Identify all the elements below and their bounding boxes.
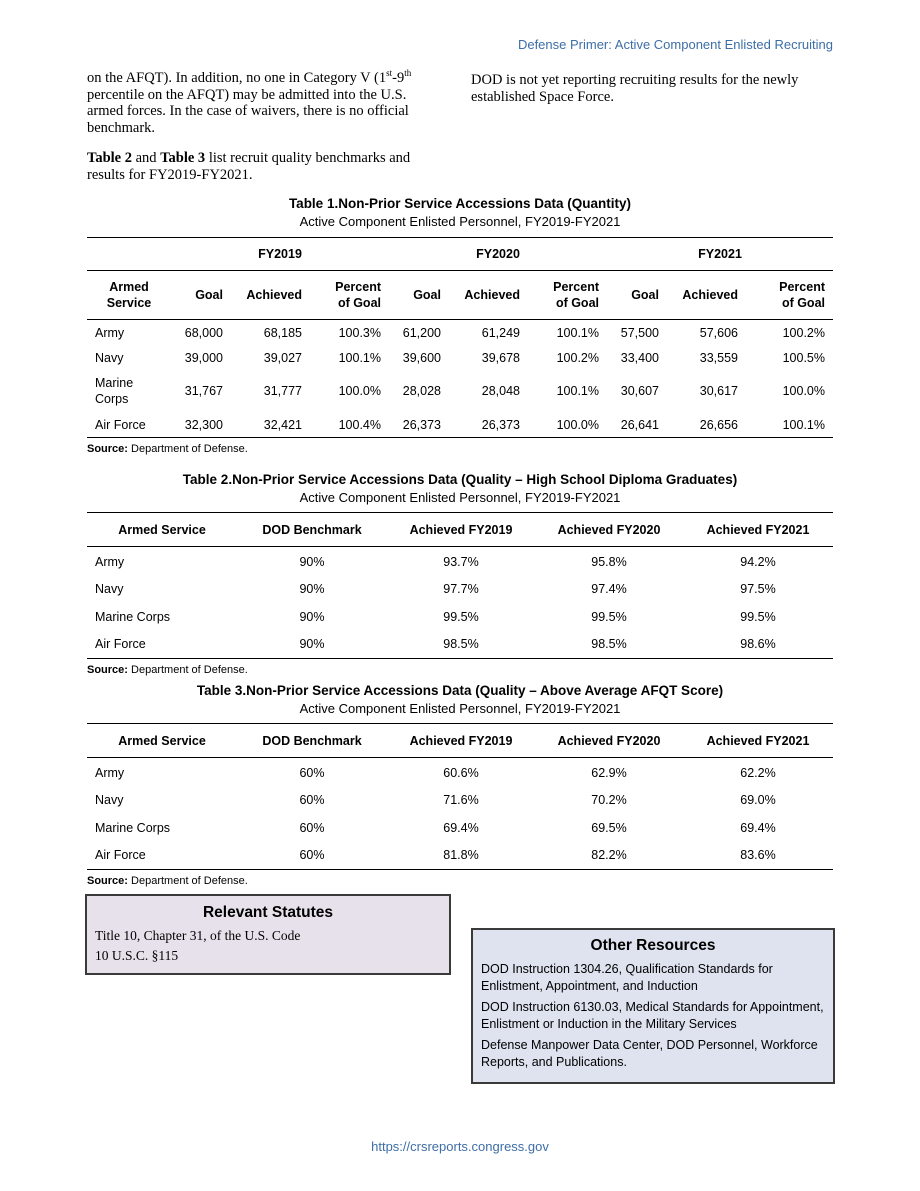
table-cell: 82.2% [535, 842, 683, 870]
table-cell: 100.1% [746, 412, 833, 438]
table-cell: 28,048 [481, 384, 520, 398]
header-line: Armed [109, 280, 149, 294]
table-cell: 90% [299, 609, 325, 624]
table-cell: 94.2% [740, 554, 776, 569]
table-cell: 97.7% [443, 582, 479, 597]
header-achieved: Achieved [231, 271, 310, 320]
table-cell: 98.5% [387, 631, 535, 659]
header-year: FY2021 [607, 238, 833, 271]
header-empty [87, 238, 171, 271]
table-cell: 60% [299, 793, 325, 808]
header-achieved-fy2020: Achieved FY2020 [535, 513, 683, 547]
cell-service: Army [95, 554, 125, 569]
header-line: Percent [335, 280, 381, 294]
header-line: of Goal [337, 296, 381, 310]
table-cell: 68,000 [184, 325, 223, 340]
table-cell: 69.4% [740, 820, 776, 835]
text-run: and [132, 150, 161, 166]
header-dod-benchmark: DOD Benchmark [237, 513, 387, 547]
table-cell: 98.5% [535, 631, 683, 659]
running-header: Defense Primer: Active Component Enlisted Recruiting [517, 37, 833, 52]
table-cell: 100.5% [782, 350, 825, 365]
table-cell: 32,421 [231, 412, 310, 438]
source-label: Source: [87, 443, 128, 455]
header-armed-service: Armed Service [87, 724, 237, 758]
table-cell: 68,185 [263, 325, 302, 340]
header-goal: Goal [171, 271, 231, 320]
table-cell: 98.6% [683, 631, 833, 659]
table-cell: 69.5% [591, 820, 627, 835]
table1-source [87, 443, 833, 455]
table-cell: 97.4% [591, 582, 627, 597]
cell-service: Marine Corps [95, 820, 171, 835]
paragraph-space-force: DOD is not yet reporting recruiting results for the newly established Space Force. [471, 72, 799, 105]
table2-diploma [87, 512, 833, 659]
table-cell: 100.4% [310, 412, 389, 438]
table-cell: 81.8% [387, 842, 535, 870]
table-cell: 28,028 [402, 384, 441, 398]
table-cell: 60.6% [443, 765, 479, 780]
table2-subtitle: Active Component Enlisted Personnel, FY2019-FY2021 [299, 490, 621, 505]
table-row [87, 547, 833, 576]
other-resources-box [471, 928, 835, 1084]
table2-link-text: Table 2 [87, 150, 132, 166]
text-run: list recruit quality benchmarks and results for FY2019-FY2021. [87, 150, 411, 183]
table3-source [87, 875, 833, 887]
table-cell: 99.5% [443, 609, 479, 624]
service-line: Corps [95, 392, 129, 406]
header-line: of Goal [781, 296, 825, 310]
cell-service: Army [95, 765, 125, 780]
table-cell: 90% [299, 554, 325, 569]
table-cell: 60% [299, 765, 325, 780]
text-run: percentile on the AFQT) may be admitted into the U.S. armed forces. In the case of waivers, there is no official benchmark. [87, 86, 409, 136]
statute-item: 10 U.S.C. §115 [95, 948, 179, 963]
superscript: th [404, 68, 412, 79]
header-goal: Goal [607, 271, 667, 320]
table2-header-row [87, 513, 833, 547]
table1-subtitle: Active Component Enlisted Personnel, FY2019-FY2021 [299, 214, 621, 229]
table-cell: 57,500 [620, 325, 659, 340]
table-cell: 100.1% [556, 325, 599, 340]
table-cell: 39,600 [402, 350, 441, 365]
table-cell: 100.0% [528, 412, 607, 438]
cell-service: Air Force [87, 412, 171, 438]
header-line: of Goal [555, 296, 599, 310]
table-cell: 31,767 [184, 384, 223, 398]
statute-item: Title 10, Chapter 31, of the U.S. Code [95, 928, 301, 943]
table-cell: 100.2% [556, 350, 599, 365]
table-cell: 69.4% [443, 820, 479, 835]
header-line: Service [106, 296, 152, 310]
table-cell: 61,249 [481, 325, 520, 340]
cell-service: Air Force [87, 631, 237, 659]
table-cell: 100.0% [338, 384, 381, 398]
table1-caption [87, 195, 833, 231]
cell-service: Marine Corps [95, 609, 171, 624]
table-cell: 90% [299, 582, 325, 597]
table1-year-header-row [87, 238, 833, 271]
table-cell: 100.3% [338, 325, 381, 340]
resource-item: DOD Instruction 1304.26, Qualification Standards for Enlistment, Appointment, and Induction [481, 962, 773, 993]
table2-source [87, 664, 833, 676]
header-year: FY2020 [389, 238, 607, 271]
header-achieved-fy2019: Achieved FY2019 [387, 724, 535, 758]
table-cell: 99.5% [740, 609, 776, 624]
table1-title: Table 1.Non-Prior Service Accessions Data (Quantity) [288, 196, 632, 211]
table-cell: 90% [237, 631, 387, 659]
header-achieved: Achieved [449, 271, 528, 320]
table-cell: 26,373 [449, 412, 528, 438]
header-percent-of-goal [746, 271, 833, 320]
header-goal: Goal [389, 271, 449, 320]
table-cell: 61,200 [402, 325, 441, 340]
service-line: Marine [95, 376, 134, 390]
table1-column-header-row [87, 271, 833, 320]
table-row [87, 758, 833, 787]
table2-block [87, 471, 833, 676]
table3-subtitle: Active Component Enlisted Personnel, FY2019-FY2021 [299, 701, 621, 716]
source-label: Source: [87, 875, 128, 887]
table-cell: 39,000 [184, 350, 223, 365]
table-row [87, 603, 833, 631]
source-label: Source: [87, 664, 128, 676]
table-cell: 31,777 [263, 384, 302, 398]
header-year: FY2019 [171, 238, 389, 271]
table-row [87, 814, 833, 842]
table-cell: 39,027 [263, 350, 302, 365]
table-row [87, 576, 833, 604]
header-achieved-fy2021: Achieved FY2021 [683, 724, 833, 758]
table1-block [87, 195, 833, 455]
header-dod-benchmark: DOD Benchmark [237, 724, 387, 758]
table1-quantity [87, 237, 833, 438]
cell-service: Navy [95, 582, 124, 597]
cell-service: Air Force [87, 842, 237, 870]
table-cell: 70.2% [591, 793, 627, 808]
table-cell: 100.1% [556, 384, 599, 398]
table-cell: 69.0% [740, 793, 776, 808]
table-cell: 97.5% [740, 582, 776, 597]
text-run: -9 [392, 70, 405, 86]
footer-crs-link[interactable]: https://crsreports.congress.gov [371, 1139, 549, 1154]
header-percent-of-goal [528, 271, 607, 320]
source-text: Department of Defense. [127, 443, 248, 455]
paragraph-afqt-category [87, 70, 437, 136]
table3-caption [87, 682, 833, 718]
superscript: st [386, 68, 393, 79]
table-cell: 93.7% [443, 554, 479, 569]
table-cell: 39,678 [481, 350, 520, 365]
resources-title: Other Resources [590, 937, 716, 954]
table-cell: 100.1% [338, 350, 381, 365]
source-text: Department of Defense. [127, 664, 248, 676]
relevant-statutes-box [85, 894, 451, 975]
cell-service [87, 370, 171, 412]
table-cell: 26,373 [389, 412, 449, 438]
table3-afqt [87, 723, 833, 870]
table-cell: 33,559 [699, 350, 738, 365]
table-row [87, 320, 833, 346]
table-cell: 62.9% [591, 765, 627, 780]
table-cell: 100.2% [782, 325, 825, 340]
table-cell: 33,400 [620, 350, 659, 365]
table-cell: 100.0% [782, 384, 825, 398]
table-row [87, 787, 833, 815]
header-line: Percent [553, 280, 599, 294]
table-cell: 26,641 [607, 412, 667, 438]
table-cell: 30,607 [620, 384, 659, 398]
left-column-text [87, 70, 437, 197]
table-cell: 26,656 [667, 412, 746, 438]
header-armed-service [87, 271, 171, 320]
header-achieved-fy2019: Achieved FY2019 [387, 513, 535, 547]
source-text: Department of Defense. [127, 875, 248, 887]
table-cell: 95.8% [591, 554, 627, 569]
cell-service: Navy [95, 350, 124, 365]
header-line: Percent [779, 280, 825, 294]
table2-caption [87, 471, 833, 507]
table3-block [87, 682, 833, 887]
header-achieved-fy2020: Achieved FY2020 [535, 724, 683, 758]
table-row [87, 842, 833, 870]
right-column-text [471, 72, 831, 119]
table-row [87, 631, 833, 659]
text-run: on the AFQT). In addition, no one in Category V (1 [87, 70, 387, 86]
table-row [87, 370, 833, 412]
header-armed-service: Armed Service [87, 513, 237, 547]
table3-title: Table 3.Non-Prior Service Accessions Data (Quality – Above Average AFQT Score) [196, 683, 724, 698]
table3-link-text: Table 3 [160, 150, 206, 166]
table-cell: 99.5% [591, 609, 627, 624]
table-cell: 71.6% [443, 793, 479, 808]
cell-service: Army [95, 325, 125, 340]
table-cell: 32,300 [171, 412, 231, 438]
table-cell: 60% [299, 820, 325, 835]
header-achieved-fy2021: Achieved FY2021 [683, 513, 833, 547]
table-cell: 60% [237, 842, 387, 870]
table-cell: 57,606 [699, 325, 738, 340]
resource-item: Defense Manpower Data Center, DOD Personnel, Workforce Reports, and Publications. [481, 1038, 818, 1069]
statutes-title: Relevant Statutes [202, 904, 334, 921]
table-row [87, 412, 833, 438]
table-row [87, 345, 833, 370]
paragraph-table-reference [87, 150, 437, 183]
header-achieved: Achieved [667, 271, 746, 320]
resource-item: DOD Instruction 6130.03, Medical Standards for Appointment, Enlistment or Induction in the Military Services [481, 1000, 824, 1031]
table-cell: 62.2% [740, 765, 776, 780]
table3-header-row [87, 724, 833, 758]
table-cell: 83.6% [683, 842, 833, 870]
cell-service: Navy [95, 793, 124, 808]
table-cell: 30,617 [699, 384, 738, 398]
table2-title: Table 2.Non-Prior Service Accessions Data (Quality – High School Diploma Graduates) [182, 472, 738, 487]
header-percent-of-goal [310, 271, 389, 320]
